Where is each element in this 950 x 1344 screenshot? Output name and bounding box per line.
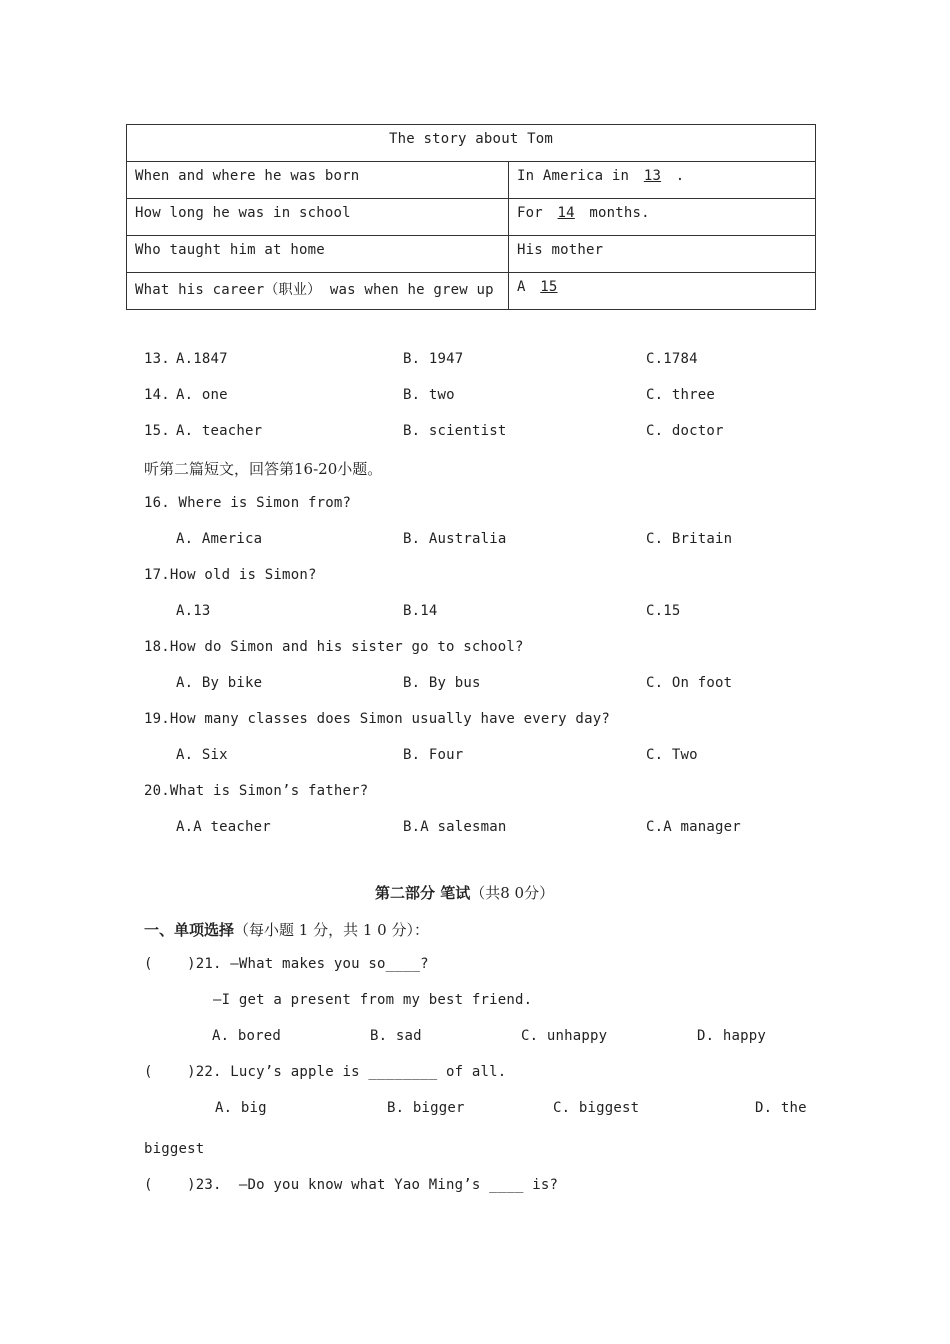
q18-option-b: B. By bus [403,675,481,691]
q20-option-a: A.A teacher [176,819,271,835]
q22-option-d-wrap: biggest [144,1141,205,1157]
q14-option-a: A. one [176,387,228,403]
table-answer: For 14 months. [509,199,816,236]
q15-option-a: A. teacher [176,423,263,439]
q13-option-b: B. 1947 [403,351,464,367]
q16-option-b: B. Australia [403,531,507,547]
q22-option-d: D. the [755,1100,807,1116]
table-row [127,162,816,199]
q20-option-c: C.A manager [646,819,741,835]
table-question: How long he was in school [127,199,509,236]
table-row [127,199,816,236]
q21-stem: ( )21. —What makes you so____? [144,956,429,972]
q13-option-a: A.1847 [176,351,228,367]
q18-option-a: A. By bike [176,675,263,691]
q16-option-a: A. America [176,531,263,547]
answer-blank: 13 [643,168,662,184]
q19-stem: 19.How many classes does Simon usually have every day? [144,711,610,727]
q19-option-c: C. Two [646,747,698,763]
q14-number: 14. [144,387,170,403]
q14-option-c: C. three [646,387,716,403]
q13-option-c: C.1784 [646,351,698,367]
q22-option-c: C. biggest [553,1100,640,1116]
q23-stem: ( )23. —Do you know what Yao Ming’s ____ is? [144,1177,559,1193]
section-instruction: 听第二篇短文，回答第16-20小题。 [144,460,383,478]
q16-stem: 16. Where is Simon from? [144,495,352,511]
table-row [127,236,816,273]
q22-stem: ( )22. Lucy’s apple is ________ of all. [144,1064,507,1080]
q15-option-b: B. scientist [403,423,507,439]
q19-option-b: B. Four [403,747,464,763]
q16-option-c: C. Britain [646,531,733,547]
q21-option-c: C. unhappy [521,1028,608,1044]
q15-option-c: C. doctor [646,423,724,439]
q17-option-a: A.13 [176,603,211,619]
q21-reply: —I get a present from my best friend. [213,992,533,1008]
answer-blank: 14 [557,205,575,221]
q15-number: 15. [144,423,170,439]
q22-option-a: A. big [215,1100,267,1116]
table-question: What his career（职业） was when he grew up [127,273,509,310]
story-table [126,124,816,310]
table-row [127,273,816,310]
q18-stem: 18.How do Simon and his sister go to school? [144,639,524,655]
q17-option-b: B.14 [403,603,438,619]
q20-option-b: B.A salesman [403,819,507,835]
table-answer: A 15 [509,273,816,310]
q19-option-a: A. Six [176,747,228,763]
table-answer: In America in 13 . [509,162,816,199]
table-question: When and where he was born [127,162,509,199]
q20-stem: 20.What is Simon’s father? [144,783,369,799]
part2-heading: 第二部分 笔试（共8 0分） [375,884,555,902]
q13-number: 13. [144,351,170,367]
q22-option-b: B. bigger [387,1100,465,1116]
q21-option-a: A. bored [212,1028,282,1044]
q14-option-b: B. two [403,387,455,403]
q17-stem: 17.How old is Simon? [144,567,317,583]
q21-option-d: D. happy [697,1028,767,1044]
table-answer: His mother [509,236,816,273]
table-title: The story about Tom [127,125,816,162]
answer-blank: 15 [540,279,558,295]
q21-option-b: B. sad [370,1028,422,1044]
table-question: Who taught him at home [127,236,509,273]
section1-heading: 一、单项选择（每小题 1 分，共 1 0 分）： [144,921,429,939]
q18-option-c: C. On foot [646,675,733,691]
q17-option-c: C.15 [646,603,681,619]
